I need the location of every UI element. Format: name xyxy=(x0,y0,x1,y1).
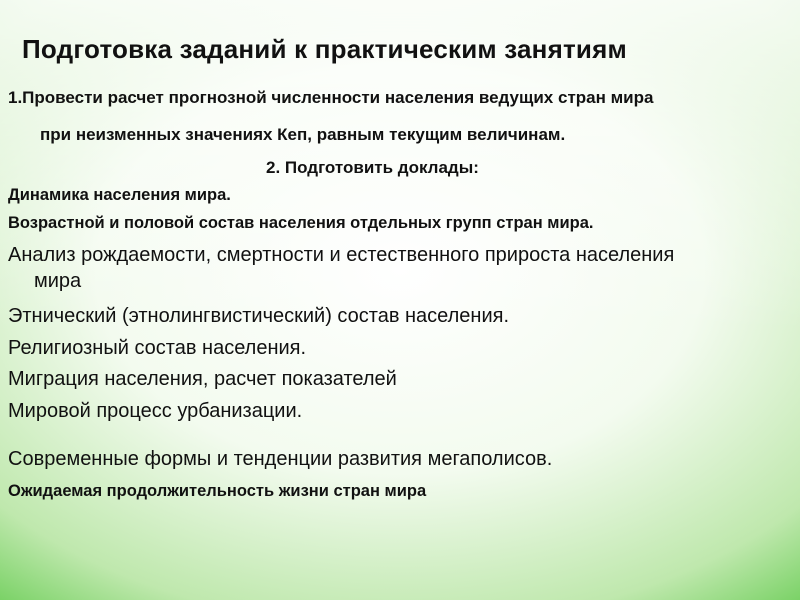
task-1-line-1: 1.Провести расчет прогнозной численности населения ведущих стран мира xyxy=(8,88,654,107)
topic-natality-analysis-line-1: Анализ рождаемости, смертности и естественного прироста населения xyxy=(8,244,675,266)
task-2-heading: 2. Подготовить доклады: xyxy=(266,158,479,177)
topic-migration: Миграция населения, расчет показателей xyxy=(8,368,397,390)
topic-ethnic-composition: Этнический (этнолингвистический) состав населения. xyxy=(8,305,510,327)
topic-megalopolis: Современные формы и тенденции развития мегаполисов. xyxy=(8,448,553,470)
topic-religious-composition: Религиозный состав населения. xyxy=(8,337,307,359)
slide-title: Подготовка заданий к практическим занятиям xyxy=(22,34,627,64)
task-1-line-2: при неизменных значениях Кеп, равным текущим величинам. xyxy=(40,125,566,144)
topic-life-expectancy: Ожидаемая продолжительность жизни стран мира xyxy=(8,482,427,500)
topic-age-sex-structure: Возрастной и половой состав населения отдельных групп стран мира. xyxy=(8,214,594,232)
topic-natality-analysis-line-2: мира xyxy=(34,270,82,292)
topic-population-dynamics: Динамика населения мира. xyxy=(8,186,231,204)
topic-urbanization: Мировой процесс урбанизации. xyxy=(8,400,303,422)
